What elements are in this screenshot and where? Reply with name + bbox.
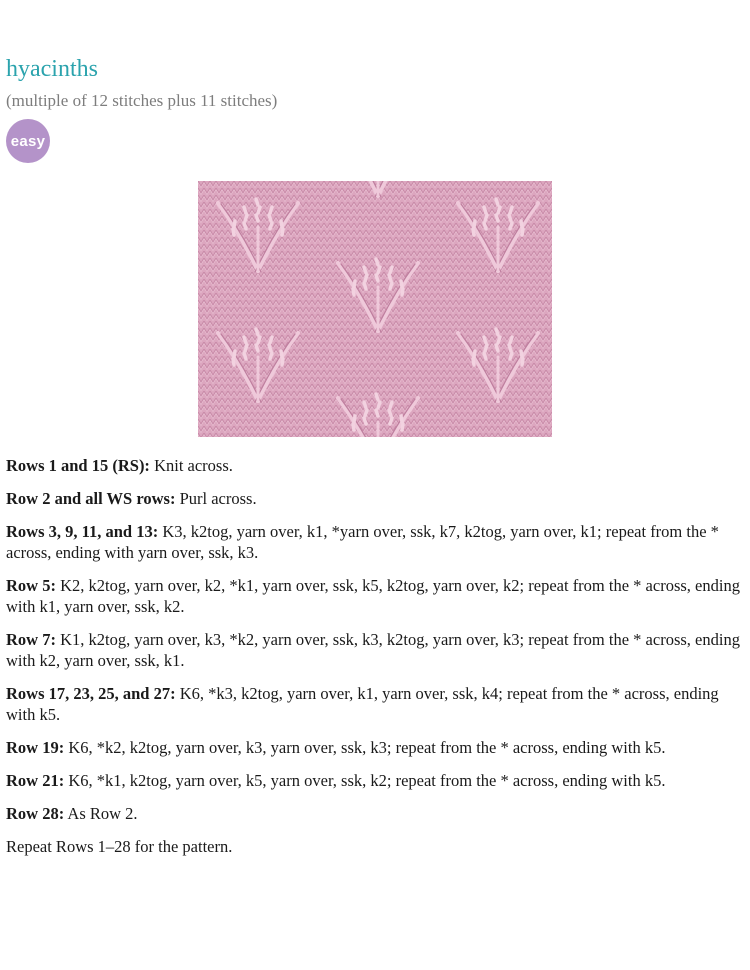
- row-label: Rows 17, 23, 25, and 27:: [6, 684, 176, 703]
- row-text: K2, k2tog, yarn over, k2, *k1, yarn over, ssk, k5, k2tog, yarn over, k2; repeat from the * across, ending with k1, yarn over, ssk, k2.: [6, 576, 740, 616]
- instruction-row: [6, 683, 742, 725]
- row-label: Row 28:: [6, 804, 65, 823]
- row-text: As Row 2.: [64, 804, 138, 823]
- knit-swatch-image: [198, 181, 552, 437]
- row-label: Rows 1 and 15 (RS):: [6, 456, 150, 475]
- instruction-row: [6, 629, 742, 671]
- stitch-multiple: (multiple of 12 stitches plus 11 stitches): [6, 91, 278, 110]
- row-text: K6, *k2, k2tog, yarn over, k3, yarn over, ssk, k3; repeat from the * across, ending with k5.: [64, 738, 666, 757]
- repeat-note: [6, 836, 742, 857]
- instruction-row: [6, 521, 742, 563]
- row-text: Purl across.: [175, 489, 257, 508]
- row-text: K1, k2tog, yarn over, k3, *k2, yarn over, ssk, k3, k2tog, yarn over, k3; repeat from the * across, ending with k2, yarn over, ssk, k1.: [6, 630, 740, 670]
- instruction-row: [6, 455, 742, 476]
- difficulty-badge: easy: [6, 119, 50, 163]
- instruction-row: [6, 770, 742, 791]
- instruction-row: [6, 575, 742, 617]
- row-text: K6, *k3, k2tog, yarn over, k1, yarn over, ssk, k4; repeat from the * across, ending with k5.: [6, 684, 719, 724]
- instruction-row: [6, 803, 742, 824]
- instruction-row: [6, 737, 742, 758]
- row-text: Knit across.: [149, 456, 233, 475]
- row-label: Row 2 and all WS rows:: [6, 489, 176, 508]
- row-text: K6, *k1, k2tog, yarn over, k5, yarn over, ssk, k2; repeat from the * across, ending with k5.: [64, 771, 666, 790]
- pattern-instructions: [6, 455, 742, 869]
- row-label: Row 21:: [6, 771, 65, 790]
- row-label: Row 19:: [6, 738, 65, 757]
- row-label: Row 7:: [6, 630, 56, 649]
- row-label: Rows 3, 9, 11, and 13:: [6, 522, 159, 541]
- pattern-title: hyacinths: [6, 56, 98, 82]
- row-text: Repeat Rows 1–28 for the pattern.: [6, 837, 233, 856]
- instruction-row: [6, 488, 742, 509]
- row-text: K3, k2tog, yarn over, k1, *yarn over, ssk, k7, k2tog, yarn over, k1; repeat from the * across, ending with yarn over, ssk, k3.: [6, 522, 719, 562]
- row-label: Row 5:: [6, 576, 56, 595]
